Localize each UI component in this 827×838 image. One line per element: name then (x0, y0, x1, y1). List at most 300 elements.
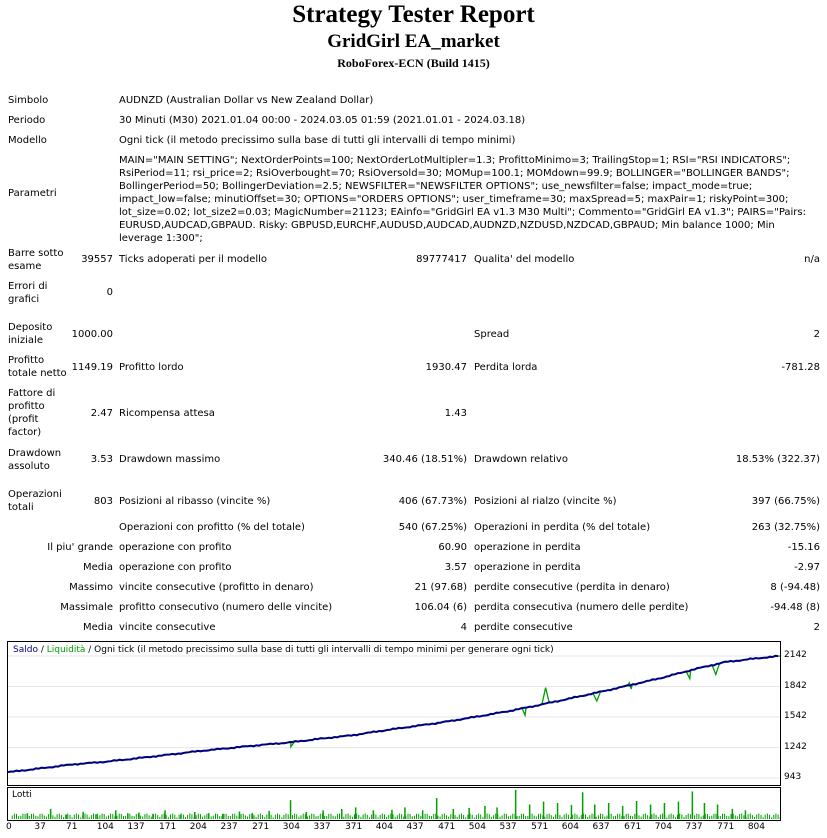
lot-spike (290, 800, 292, 819)
lot-bar (198, 814, 199, 819)
lot-bar (95, 814, 96, 819)
lot-bar (286, 814, 287, 820)
lot-bar (224, 814, 225, 819)
massimo-a-value: 21 (97.68) (414, 582, 467, 593)
lot-bar (549, 814, 550, 819)
x-tick-label: 571 (531, 822, 549, 832)
lot-bar (106, 817, 107, 819)
lot-bar (489, 814, 490, 819)
lot-bar (467, 815, 468, 819)
lot-bar (418, 814, 419, 819)
lot-bar (517, 816, 518, 819)
y-tick-label: 943 (784, 772, 802, 782)
lot-bar (142, 816, 143, 819)
lot-bar (42, 814, 43, 819)
dd-relativo-value: 18.53% (322.37) (735, 454, 820, 465)
lot-bar (645, 814, 646, 819)
lot-bar (555, 814, 556, 819)
lot-bar (585, 814, 586, 819)
lot-bar (660, 815, 661, 820)
media2-a-value: 4 (460, 622, 467, 633)
lot-bar (363, 814, 364, 819)
lot-bar (459, 814, 460, 819)
balance-chart-plot (8, 642, 780, 785)
lot-bar (48, 814, 49, 819)
lot-bar (348, 814, 349, 819)
lot-bar (67, 814, 68, 820)
lot-bar (651, 814, 652, 819)
lot-spike (239, 812, 241, 820)
lot-bar (296, 814, 297, 819)
massimo-a-label: vincite consecutive (profitto in denaro) (119, 582, 314, 593)
lot-bar (37, 816, 38, 819)
lot-bar (502, 815, 503, 819)
lot-bar (566, 814, 567, 820)
lot-bar (70, 815, 71, 819)
x-tick-label: 0 (6, 822, 12, 832)
simbolo-value: AUDNZD (Australian Dollar vs New Zealand Dollar) (119, 95, 374, 106)
lot-bar (80, 817, 81, 819)
lot-bar (523, 814, 524, 819)
lot-spike (704, 803, 706, 819)
lot-bar (758, 814, 759, 820)
x-tick-label: 104 (96, 822, 114, 832)
lot-bar (294, 814, 295, 820)
perdita-lorda-value: -781.28 (781, 362, 820, 373)
lot-bar (331, 814, 332, 819)
lot-bar (99, 815, 100, 819)
lot-bar (324, 816, 325, 819)
lot-spike (436, 798, 438, 819)
lot-bar (170, 815, 171, 820)
deposito-value: 1000.00 (71, 329, 113, 340)
lot-bar (491, 817, 492, 819)
lot-bar (369, 817, 370, 819)
lot-bar (408, 814, 409, 819)
lot-bar (241, 814, 242, 819)
lot-spike (422, 810, 424, 819)
lot-bar (328, 814, 329, 819)
modello-label: Modello (8, 135, 47, 146)
lot-bar (117, 816, 118, 819)
spread-value: 2 (813, 329, 820, 340)
lot-bar (254, 815, 255, 819)
lot-bar (630, 816, 631, 819)
x-tick-label: 771 (717, 822, 735, 832)
lot-bar (401, 814, 402, 819)
lot-spike (306, 812, 308, 819)
lot-bar (266, 815, 267, 820)
lot-bar (172, 814, 173, 820)
lot-spike (138, 813, 140, 819)
lot-bar (121, 814, 122, 819)
lot-bar (707, 814, 708, 819)
lot-bar (354, 814, 355, 819)
lot-bar (189, 814, 190, 820)
lot-bar (104, 814, 105, 819)
lot-bar (144, 814, 145, 819)
lot-bar (343, 817, 344, 819)
lot-bar (93, 814, 94, 820)
ribasso-label: Posizioni al ribasso (vincite %) (119, 496, 271, 507)
profitto-lordo-value: 1930.47 (425, 362, 467, 373)
fattore-value: 2.47 (90, 408, 113, 419)
lot-spike (515, 790, 517, 819)
lot-bar (711, 816, 712, 819)
lot-bar (298, 817, 299, 819)
lot-bar (335, 816, 336, 819)
lot-bar (525, 816, 526, 819)
lot-bar (735, 816, 736, 820)
op-perdita-label: Operazioni in perdita (% del totale) (474, 522, 651, 533)
lot-bar (482, 817, 483, 819)
x-tick-label: 671 (624, 822, 642, 832)
lot-bar (512, 814, 513, 819)
grande-label: Il piu' grande (47, 542, 113, 553)
lot-bar (247, 817, 248, 819)
lot-bar (536, 816, 537, 819)
lot-bar (159, 817, 160, 819)
lot-bar (643, 814, 644, 819)
lot-bar (626, 814, 627, 819)
lot-bar (534, 816, 535, 819)
lot-bar (604, 817, 605, 820)
y-tick-label: 1542 (784, 711, 807, 722)
x-tick-label: 37 (34, 822, 46, 832)
lot-bar (574, 814, 575, 820)
x-tick-label: 371 (345, 822, 363, 832)
lot-bar (739, 814, 740, 819)
lot-bar (187, 815, 188, 819)
profitto-netto-value: 1149.19 (71, 362, 113, 373)
lot-bar (262, 815, 263, 819)
lot-bar (688, 814, 689, 820)
lot-bar (249, 814, 250, 819)
grande-a-value: 60.90 (438, 542, 467, 553)
lot-bar (427, 814, 428, 819)
lot-bar (472, 815, 473, 819)
lot-bar (31, 814, 32, 819)
lot-bar (666, 817, 667, 819)
lot-bar (544, 817, 545, 819)
lot-bar (25, 814, 26, 819)
lot-bar (701, 817, 702, 820)
lot-bar (271, 815, 272, 819)
lot-bar (365, 814, 366, 820)
lot-bar (675, 817, 676, 819)
y-tick-label: 2142 (784, 650, 807, 660)
lot-bar (213, 816, 214, 819)
lot-bar (694, 815, 695, 819)
lot-bar (598, 815, 599, 819)
lot-bar (412, 816, 413, 819)
lot-bar (448, 817, 449, 819)
lot-bar (395, 817, 396, 819)
expert-name: GridGirl EA_market (327, 31, 500, 52)
periodo-label: Periodo (8, 115, 46, 126)
lot-bar (656, 815, 657, 819)
lot-spike (27, 813, 29, 819)
lot-bar (671, 814, 672, 820)
lot-bar (87, 815, 88, 820)
media-a-label: operazione con profito (119, 562, 232, 573)
lot-bar (44, 816, 45, 820)
lot-spike (127, 813, 129, 819)
lot-bar (634, 814, 635, 819)
lot-bar (540, 814, 541, 819)
lot-bar (743, 815, 744, 819)
lot-bar (728, 816, 729, 819)
lot-spike (152, 814, 154, 819)
lot-bar (123, 816, 124, 819)
lot-bar (155, 814, 156, 819)
lot-spike (745, 810, 747, 819)
lot-bar (748, 814, 749, 819)
lot-bar (337, 814, 338, 819)
lot-bar (684, 817, 685, 819)
lot-bar (600, 814, 601, 819)
perdita-lorda-label: Perdita lorda (474, 362, 538, 373)
lot-bar (320, 814, 321, 819)
lot-bar (658, 817, 659, 819)
lot-bar (446, 815, 447, 819)
lot-bar (662, 814, 663, 820)
lot-bar (52, 815, 53, 819)
dd-assoluto-value: 3.53 (90, 454, 113, 465)
lot-bar (654, 814, 655, 820)
operazioni-label: Operazioni totali (8, 489, 62, 513)
x-tick-label: 471 (438, 822, 456, 832)
lot-spike (717, 805, 719, 820)
lot-bar (696, 814, 697, 819)
massimale-a-value: 106.04 (6) (414, 602, 467, 613)
lot-bar (339, 814, 340, 819)
lot-bar (382, 814, 383, 820)
x-tick-label: 271 (252, 822, 270, 832)
lot-bar (495, 814, 496, 819)
lot-bar (568, 815, 569, 819)
lot-bar (162, 814, 163, 819)
modello-value: Ogni tick (il metodo precissimo sulla base di tutti gli intervalli di tempo minimi) (119, 135, 516, 146)
lot-bar (388, 815, 389, 819)
lot-bar (720, 816, 721, 819)
lot-bar (326, 816, 327, 819)
lot-bar (358, 815, 359, 819)
lot-bar (29, 816, 30, 819)
lot-bar (333, 816, 334, 819)
lot-spike (391, 810, 393, 819)
lot-spike (636, 801, 638, 819)
lot-spike (543, 802, 545, 819)
lot-bar (510, 816, 511, 819)
lot-bar (292, 815, 293, 819)
lot-spike (373, 810, 375, 819)
lot-bar (726, 816, 727, 819)
lot-bar (606, 816, 607, 819)
lot-spike (355, 807, 357, 819)
lot-bar (476, 815, 477, 819)
massimale-a-label: profitto consecutivo (numero delle vincite) (119, 602, 333, 613)
lot-bar (78, 815, 79, 819)
ribasso-value: 406 (67.73%) (398, 496, 467, 507)
lot-bar (301, 815, 302, 819)
lot-bar (151, 817, 152, 819)
media-a-value: 3.57 (444, 562, 467, 573)
lot-bar (140, 816, 141, 819)
ticks-label: Ticks adoperati per il modello (119, 254, 268, 265)
massimale-b-label: perdita consecutiva (numero delle perdite) (474, 602, 689, 613)
lot-bar (506, 814, 507, 819)
lot-spike (468, 808, 470, 819)
errori-value: 0 (106, 287, 113, 298)
lot-bar (18, 816, 19, 819)
lot-bar (202, 817, 203, 819)
lot-bar (592, 814, 593, 819)
lot-bar (538, 814, 539, 819)
grande-b-label: operazione in perdita (474, 542, 581, 553)
lot-bar (61, 815, 62, 819)
lot-bar (624, 816, 625, 819)
profitto-netto-label: Profitto totale netto (8, 355, 67, 379)
lot-bar (465, 817, 466, 819)
lot-spike (453, 809, 455, 819)
lot-bar (303, 814, 304, 819)
lot-bar (628, 814, 629, 819)
lot-bar (397, 815, 398, 819)
lot-bar (40, 814, 41, 819)
operazioni-value: 803 (93, 496, 113, 507)
lot-bar (551, 815, 552, 819)
lot-bar (176, 818, 177, 820)
lot-bar (669, 815, 670, 819)
grande-a-label: operazione con profito (119, 542, 232, 553)
ricompensa-label: Ricompensa attesa (119, 408, 215, 419)
lot-bar (279, 815, 280, 819)
lot-bar (380, 815, 381, 819)
y-tick-label: 1842 (784, 680, 807, 691)
lot-spike (582, 792, 584, 819)
lot-bar (690, 814, 691, 819)
grande-b-value: -15.16 (787, 542, 820, 553)
lot-spike (115, 810, 117, 819)
lot-bar (102, 814, 103, 819)
x-tick-label: 204 (189, 822, 207, 832)
lot-bar (313, 814, 314, 819)
massimo-b-label: perdite consecutive (perdita in denaro) (474, 582, 670, 593)
lot-bar (273, 817, 274, 819)
lot-bar (752, 815, 753, 819)
lot-bar (217, 814, 218, 819)
lot-bar (288, 814, 289, 819)
lot-bar (196, 815, 197, 819)
lot-bar (206, 814, 207, 819)
lot-bar (429, 816, 430, 819)
lot-bar (352, 817, 353, 819)
media-b-value: -2.97 (794, 562, 820, 573)
lot-bar (493, 815, 494, 819)
lot-bar (562, 817, 563, 819)
lot-bar (761, 815, 762, 819)
lot-bar (174, 815, 175, 819)
periodo-value: 30 Minuti (M30) 2021.01.04 00:00 - 2024.03.05 01:59 (2021.01.01 - 2024.03.18) (119, 115, 526, 126)
lot-bar (703, 816, 704, 820)
lot-bar (20, 816, 21, 819)
dd-massimo-label: Drawdown massimo (119, 454, 221, 465)
broker-build: RoboForex-ECN (Build 1415) (337, 56, 490, 70)
lot-spike (252, 813, 254, 819)
parametri-value: MAIN="MAIN SETTING"; NextOrderPoints=100; NextOrderLotMultipler=1.3; ProfittoMinimo=3; TrailingStop=1; RSI="RSI INDICATORS"; RsiPeriod=11; rsi_price=2; RsiOverbought=70; RsiOversold=30; MOMup=100.1; MOMdown=99.9; BOLLINGER="BOLLINGER BANDS"; BollingerPeriod=50; BollingerDeviation=2.5; NEWSFILTER="NEWSFILTER OPTIONS"; use_newsfilter=false; impact_mode=true; impact_low=false; minutiOffset=30; OPTIONS="ORDERS OPTIONS"; user_timeframe=30; maxSpread=5; maxPair=1; riskyPoint=300; lot_size=0.02; lot_size2=0.03; MagicNumber=21123; EAinfo="GridGirl EA v1.3 M30 Multi"; Commento="GridGirl EA v1.3"; PAIRS="Pairs: EURUSD,AUDCAD,GBPAUD. Risky: GBPUSD,EURCHF,AUDUSD,AUDCAD,AUDNZD,NZDUSD,NZDCAD,GBPAUD; Min balance 1000; Min leverage 1:300"; (119, 155, 806, 244)
lot-bar (345, 814, 346, 819)
lot-bar (134, 816, 135, 819)
x-tick-label: 171 (159, 822, 177, 832)
lot-bar (775, 814, 776, 820)
lot-spike (268, 811, 270, 819)
lot-bar (72, 817, 73, 819)
lot-bar (281, 817, 282, 819)
lot-bar (457, 817, 458, 819)
lot-bar (442, 814, 443, 819)
report-title: Strategy Tester Report (292, 1, 535, 28)
lot-spike (678, 802, 680, 819)
lot-bar (444, 814, 445, 819)
lot-bar (500, 817, 501, 819)
lot-bar (14, 814, 15, 819)
lot-bar (147, 814, 148, 819)
lot-bar (420, 816, 421, 819)
balance-legend (13, 645, 554, 656)
lot-bar (185, 817, 186, 819)
op-perdita-value: 263 (32.75%) (751, 522, 820, 533)
qualita-label: Qualita' del modello (474, 254, 575, 265)
lot-spike (732, 809, 734, 819)
lots-chart-plot (8, 788, 780, 820)
lot-bar (698, 814, 699, 819)
lot-bar (283, 815, 284, 819)
x-tick-label: 437 (406, 822, 424, 832)
lot-bar (741, 814, 742, 819)
lot-bar (360, 817, 361, 819)
lot-spike (180, 814, 182, 819)
lot-bar (59, 814, 60, 820)
lot-spike (529, 805, 531, 820)
lot-bar (589, 815, 590, 819)
lot-bar (596, 817, 597, 819)
balance-chart (7, 641, 781, 786)
lot-bar (619, 814, 620, 819)
lot-bar (564, 815, 565, 820)
lot-bar (679, 814, 680, 820)
media2-b-value: 2 (813, 622, 820, 633)
lot-bar (681, 814, 682, 819)
lot-bar (611, 814, 612, 819)
profitto-lordo-label: Profitto lordo (119, 362, 184, 373)
lot-bar (532, 814, 533, 819)
lot-bar (461, 814, 462, 820)
lot-bar (478, 814, 479, 820)
lot-bar (91, 815, 92, 819)
lot-bar (647, 815, 648, 819)
lot-bar (234, 814, 235, 819)
lot-bar (375, 815, 376, 819)
lot-spike (322, 810, 324, 819)
lot-bar (236, 816, 237, 819)
lot-spike (82, 812, 84, 819)
legend-sep: / (37, 645, 47, 655)
lot-bar (230, 816, 231, 819)
lot-spike (608, 803, 610, 819)
lot-bar (773, 815, 774, 819)
lot-bar (771, 817, 772, 819)
